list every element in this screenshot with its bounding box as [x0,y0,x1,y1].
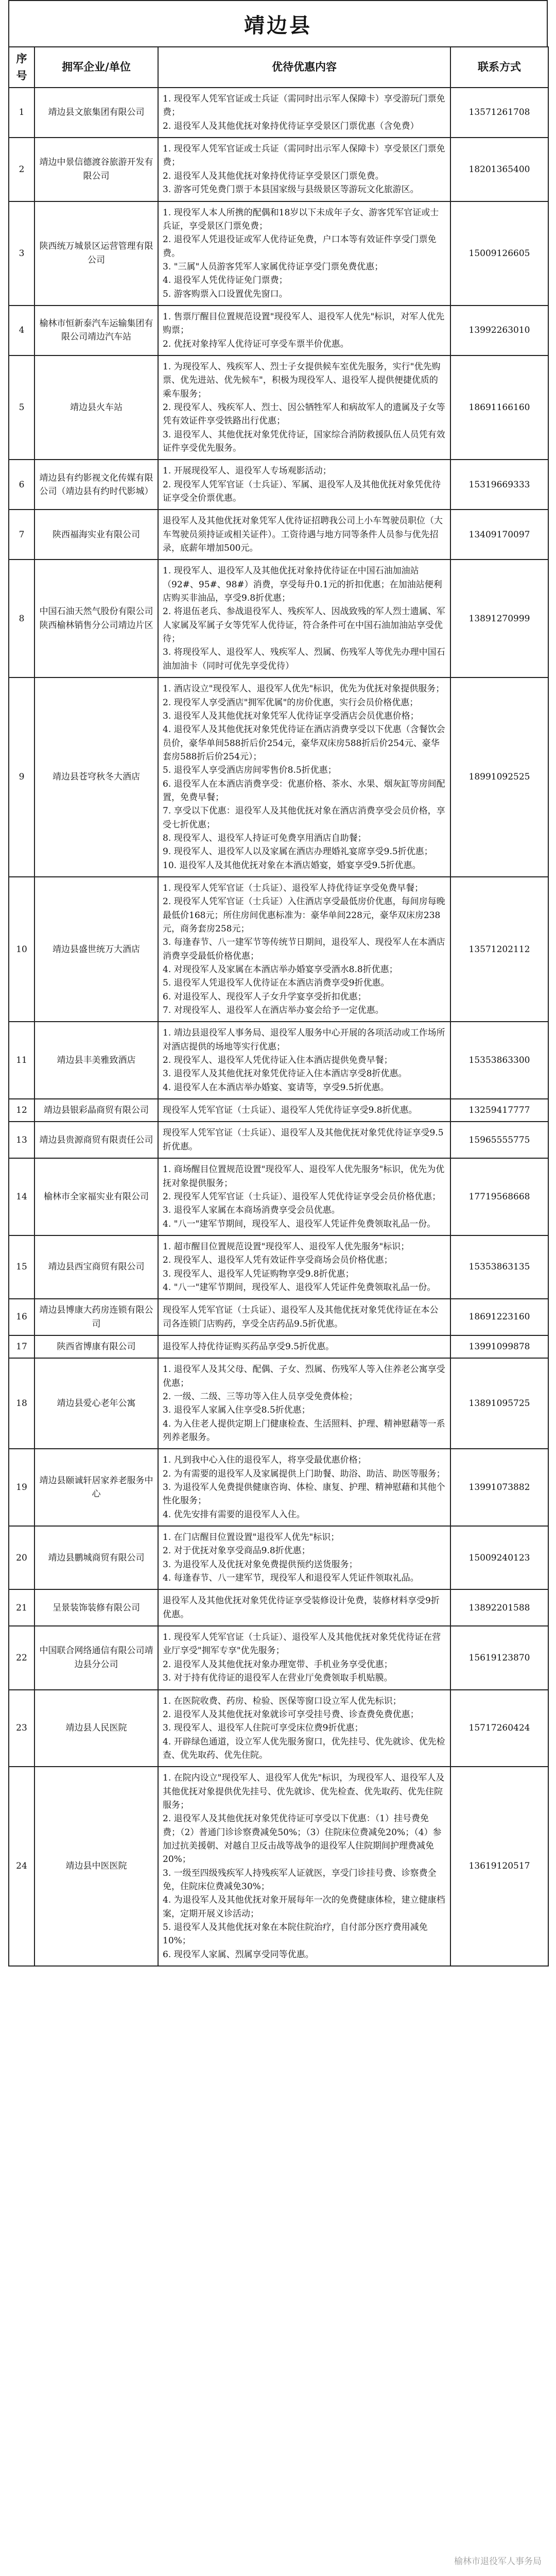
row-number: 11 [9,1022,34,1099]
row-number: 15 [9,1235,34,1299]
row-org-name: 陕西省博康有限公司 [34,1335,158,1358]
row-org-name: 靖边县丰美雅致酒店 [34,1022,158,1099]
row-benefits: 1. 售票厅醒目位置规范设置"现役军人、退役军人优先"标识，对军人优先购票； 2. 优抚对象持军人优待证可享受车票半价优惠。 [158,306,450,355]
header-content: 优待优惠内容 [158,47,450,88]
row-number: 19 [9,1449,34,1526]
row-contact-phone: 15619123870 [450,1626,548,1689]
table-row [9,1158,548,1235]
row-org-name: 靖边县银彩晶商贸有限公司 [34,1099,158,1122]
row-number: 4 [9,306,34,355]
row-number: 12 [9,1099,34,1122]
row-contact-phone: 13571202112 [450,877,548,1022]
page-title: 靖边县 [8,0,548,46]
row-org-name: 靖边县博康大药房连锁有限公司 [34,1299,158,1335]
row-number: 16 [9,1299,34,1335]
row-contact-phone: 18991092525 [450,677,548,877]
row-benefits: 1. 凡到我中心入住的退役军人，将享受最优惠价格； 2. 为有需要的退役军人及家属提供上门助餐、助浴、助洁、助医等服务； 3. 为退役军人免费提供健康咨询、体检、康复、护理、精神慰藉和其他个性化服务； 4. 优先安排有需要的退役军人入住。 [158,1449,450,1526]
row-contact-phone: 13619120517 [450,1767,548,1966]
row-org-name: 陕西福海实业有限公司 [34,510,158,560]
table-row [9,201,548,306]
row-org-name: 靖边县贵源商贸有限责任公司 [34,1122,158,1158]
row-org-name: 靖边县火车站 [34,355,158,460]
row-org-name: 呈景装饰装修有限公司 [34,1589,158,1626]
table-row [9,460,548,510]
table-row [9,1299,548,1335]
table-row [9,877,548,1022]
header-no: 序号 [9,47,34,88]
row-benefits: 1. 商场醒目位置规范设置"现役军人、退役军人优先服务"标识，优先为优抚对象提供服务； 2. 现役军人凭军官证（士兵证）、退役军人凭优待证享受会员价格优惠； 3. 退役军人家属在本商场消费享受会员优惠。 4. "八一"建军节期间，现役军人、退役军人凭证件免费领取礼品一份。 [158,1158,450,1235]
row-contact-phone: 13891095725 [450,1358,548,1449]
row-benefits: 1. 在医院收费、药房、检验、医保等窗口设立军人优先标识； 2. 退役军人及其他优抚对象就诊可享受挂号费、诊查费免费优惠； 3. 现役军人、退役军人住院可享受床位费9折优惠； 4. 开辟绿色通道，设立军人优先服务窗口，优先挂号、优先就诊、优先检查、优先取药、优先住院。 [158,1690,450,1767]
header-org: 拥军企业/单位 [34,47,158,88]
row-number: 18 [9,1358,34,1449]
row-contact-phone: 15353863300 [450,1022,548,1099]
row-benefits: 现役军人凭军官证（士兵证）、退役军人凭优待证享受9.8折优惠。 [158,1099,450,1122]
row-benefits: 退役军人持优待证购买药品享受9.5折优惠。 [158,1335,450,1358]
row-number: 9 [9,677,34,877]
table-row [9,1022,548,1099]
row-benefits: 1. 超市醒目位置规范设置"现役军人、退役军人优先服务"标识； 2. 现役军人、退役军人凭有效证件享受商场会员价格优惠； 3. 现役军人、退役军人凭证购物享受9.8折优惠； 4. "八一"建军节期间，现役军人、退役军人凭证件免费领取礼品一份。 [158,1235,450,1299]
table-row [9,677,548,877]
row-number: 1 [9,88,34,138]
row-org-name: 中国联合网络通信有限公司靖边县分公司 [34,1626,158,1689]
table-row [9,306,548,355]
table-row [9,1122,548,1158]
row-number: 7 [9,510,34,560]
row-benefits: 现役军人凭军官证（士兵证）、退役军人及其他优抚对象凭优待证在本公司各连锁门店购药，享受全店药品9.5折优惠。 [158,1299,450,1335]
table-row [9,560,548,677]
table-row [9,355,548,460]
row-number: 17 [9,1335,34,1358]
row-number: 13 [9,1122,34,1158]
row-org-name: 陕西统万城景区运营管理有限公司 [34,201,158,306]
table-row [9,1235,548,1299]
row-contact-phone: 18201365400 [450,138,548,201]
row-benefits: 1. 退役军人及其父母、配偶、子女、烈属、伤残军人等入住养老公寓享受优惠； 2. 一级、二级、三等功等入住人员享受免费体检； 3. 退役军人家属入住享受8.5折优惠； 4. 为入住老人提供定期上门健康检查、生活照料、护理、精神慰藉等一系列养老服务。 [158,1358,450,1449]
table-row [9,138,548,201]
row-number: 6 [9,460,34,510]
row-number: 20 [9,1526,34,1589]
row-org-name: 靖边县文旅集团有限公司 [34,88,158,138]
header-contact: 联系方式 [450,47,548,88]
row-number: 8 [9,560,34,677]
row-contact-phone: 13892201588 [450,1589,548,1626]
row-benefits: 1. 靖边县退役军人事务局、退役军人服务中心开展的各项活动或工作场所对酒店提供的场地等实行优惠； 2. 现役军人、退役军人凭优待证入住本酒店提供免费早餐； 3. 退役军人及其他优抚对象凭优待证入住本酒店享受8折优惠。 4. 退役军人在本酒店举办婚宴、宴请等，享受9.5折优惠。 [158,1022,450,1099]
row-number: 3 [9,201,34,306]
row-org-name: 榆林市全家福实业有限公司 [34,1158,158,1235]
row-org-name: 靖边县中医医院 [34,1767,158,1966]
row-contact-phone: 15717260424 [450,1690,548,1767]
row-contact-phone: 18691223160 [450,1299,548,1335]
row-org-name: 靖边县颐诚轩居家养老服务中心 [34,1449,158,1526]
row-number: 23 [9,1690,34,1767]
table-row [9,1335,548,1358]
table-header-row [9,47,548,88]
row-number: 21 [9,1589,34,1626]
row-benefits: 1. 现役军人凭军官证（士兵证）、退役军人及其他优抚对象凭优待证在营业厅享受"拥军专享"优先服务； 2. 退役军人及其他优抚对象办理宽带、手机业务享受优惠； 3. 对于持有优待证的退役军人在营业厅免费领取手机贴膜。 [158,1626,450,1689]
table-body [9,88,548,1966]
row-number: 22 [9,1626,34,1689]
table-row [9,88,548,138]
row-contact-phone: 15965555775 [450,1122,548,1158]
watermark: 榆林市退役军人事务局 [454,2556,542,2567]
row-org-name: 靖边县苍穹秋冬大酒店 [34,677,158,877]
row-contact-phone: 13571261708 [450,88,548,138]
row-contact-phone: 13409170097 [450,510,548,560]
benefits-table [8,46,549,1967]
table-row [9,1626,548,1689]
row-contact-phone: 17719568668 [450,1158,548,1235]
table-row [9,1526,548,1589]
row-org-name: 榆林市恒新泰汽车运输集团有限公司靖边汽车站 [34,306,158,355]
row-benefits: 1. 现役军人本人所携的配偶和18岁以下未成年子女、游客凭军官证或士兵证，享受景区门票免费； 2. 退役军人凭退役证或军人优待证免费，户口本等有效证件享受门票免费。 3. "三属"人员游客凭军人家属优待证享受门票免费优惠； 4. 退役军人凭优待证免门票费； 5. 游客购票入口设置优先窗口。 [158,201,450,306]
row-benefits: 1. 现役军人、退役军人及其他优抚对象持优待证在中国石油加油站（92#、95#、98#）消费，享受每升0.1元的折扣优惠；在加油站便利店购买非油品，享受9.8折优惠； 2. 将退伍老兵、参战退役军人、残疾军人、因战致残的军人烈士遗属、军人家属及军属子女等凭军人优待证，符合条件可在中国石油加油站享受优待； 3. 将现役军人、退役军人、残疾军人、烈属、伤残军人等优先办理中国石油加油卡（同时可优先享受优待） [158,560,450,677]
table-row [9,1767,548,1966]
table-row [9,1589,548,1626]
table-row [9,1358,548,1449]
row-contact-phone: 13991073882 [450,1449,548,1526]
row-contact-phone: 13259417777 [450,1099,548,1122]
row-org-name: 靖边县人民医院 [34,1690,158,1767]
row-number: 5 [9,355,34,460]
row-org-name: 靖边县盛世统万大酒店 [34,877,158,1022]
row-org-name: 靖边中景信德渡谷旅游开发有限公司 [34,138,158,201]
row-contact-phone: 15319669333 [450,460,548,510]
table-row [9,1099,548,1122]
document-page [8,0,548,1967]
row-contact-phone: 13992263010 [450,306,548,355]
row-benefits: 1. 现役军人凭军官证（士兵证）、退役军人持优待证享受免费早餐； 2. 现役军人凭军官证（士兵证）入住酒店享受最低房价优惠，每间房每晚最低价168元；所住房间优惠标准为：豪华单间228元，豪华双床房238元，商务套房258元； 3. 每逢春节、八一建军节等传统节日期间，退役军人、现役军人在本酒店消费享受最低价格优惠； 4. 对现役军人及家属在本酒店举办婚宴享受酒水8.8折优惠； 5. 退役军人凭退役军人优待证在本酒店消费享受9折优惠。 6. 对退役军人、现役军人子女升学宴享受折扣优惠； 7. 对现役军人、退役军人在酒店举办宴会给予一定优惠。 [158,877,450,1022]
row-benefits: 1. 现役军人凭军官证或士兵证（需同时出示军人保障卡）享受游玩门票免费； 2. 退役军人及其他优抚对象持优待证享受景区门票优惠（含免费） [158,88,450,138]
row-number: 24 [9,1767,34,1966]
row-org-name: 中国石油天然气股份有限公司陕西榆林销售分公司靖边片区 [34,560,158,677]
row-contact-phone: 15009126605 [450,201,548,306]
row-org-name: 靖边县有约影视文化传媒有限公司（靖边县有约时代影城） [34,460,158,510]
row-benefits: 1. 在院内设立"现役军人、退役军人优先"标识，为现役军人、退役军人及其他优抚对象提供优先挂号、优先就诊、优先检查、优先取药、优先住院服务； 2. 退役军人及其他优抚对象凭优待证可享受以下优惠：（1）挂号费免费；（2）普通门诊诊察费减免50%；（3）住院床位费减免20%；（4）参加过抗美援朝、对越自卫反击战等战争的退役军人住院期间护理费减免20%； 3. 一级至四级残疾军人持残疾军人证就医，享受门诊挂号费、诊察费全免，住院床位费减免30%； 4. 为退役军人及其他优抚对象开展每年一次的免费健康体检，建立健康档案，定期开展义诊活动； 5. 退役军人及其他优抚对象在本院住院治疗，自付部分医疗费用减免10%； 6. 现役军人家属、烈属享受同等优惠。 [158,1767,450,1966]
row-org-name: 靖边县西宝商贸有限公司 [34,1235,158,1299]
table-row [9,1690,548,1767]
row-benefits: 1. 开展现役军人、退役军人专场观影活动； 2. 现役军人凭军官证（士兵证）、军属、退役军人及其他优抚对象凭优待证享受全价票优惠。 [158,460,450,510]
row-benefits: 1. 现役军人凭军官证或士兵证（需同时出示军人保障卡）享受景区门票免费； 2. 退役军人及其他优抚对象持优待证享受景区门票免费。 3. 游客可凭免费门票于本县国家级与县级景区等游玩文化旅游区。 [158,138,450,201]
row-benefits: 退役军人及其他优抚对象凭军人优待证招聘我公司上小车驾驶员职位（大车驾驶员须持证或相关证件）。工资待遇与地方同等条件人员参与优先招录，底薪年增加500元。 [158,510,450,560]
row-contact-phone: 15353863135 [450,1235,548,1299]
row-benefits: 现役军人凭军官证（士兵证）、退役军人及其他优抚对象凭优待证享受9.5折优惠。 [158,1122,450,1158]
table-row [9,1449,548,1526]
row-benefits: 退役军人及其他优抚对象凭优待证享受装修设计免费，装修材料享受9折优惠。 [158,1589,450,1626]
row-contact-phone: 18691166160 [450,355,548,460]
row-contact-phone: 15009240123 [450,1526,548,1589]
table-row [9,510,548,560]
row-benefits: 1. 酒店设立"现役军人、退役军人优先"标识，优先为优抚对象提供服务； 2. 现役军人享受酒店"拥军优属"的房价优惠，实行会员价格优惠； 3. 退役军人及其他优抚对象凭军人优待证享受酒店会员优惠价格； 4. 退役军人及其他优抚对象凭优待证在酒店消费享受以下优惠（含餐饮会员价，豪华单间588折后价254元，豪华双床房588折后价254元、豪华套房588折后价254元）； 5. 退役军人享受酒店房间零售价8.5折优惠； 6. 退役军人在本酒店消费享受：优惠价格、茶水、水果、烟灰缸等房间配置，免费早餐； 7. 享受以下优惠：退役军人及其他优抚对象在酒店消费享受会员价格，享受七折优惠； 8. 现役军人、退役军人持证可免费享用酒店自助餐； 9. 现役军人、退役军人以及家属在酒店办理婚礼宴席享受9.5折优惠； 10. 退役军人及其他优抚对象在本酒店婚宴，婚宴享受9.5折优惠。 [158,677,450,877]
row-contact-phone: 13891270999 [450,560,548,677]
row-org-name: 靖边县鹏城商贸有限公司 [34,1526,158,1589]
row-org-name: 靖边县爱心老年公寓 [34,1358,158,1449]
row-number: 14 [9,1158,34,1235]
row-number: 10 [9,877,34,1022]
row-benefits: 1. 为现役军人、残疾军人、烈士子女提供候车室优先服务，实行"优先购票、优先进站、优先候车"，积极为现役军人、退役军人提供便捷优质的乘车服务； 2. 现役军人、残疾军人、烈士、因公牺牲军人和病故军人的遗属及子女等凭有效证件享受铁路出行优惠； 3. 退役军人、其他优抚对象凭优待证，国家综合消防救援队伍人员凭有效证件享受优先服务。 [158,355,450,460]
row-contact-phone: 13991099878 [450,1335,548,1358]
row-benefits: 1. 在门店醒目位置设置"退役军人优先"标识； 2. 对于优抚对象享受商品9.8折优惠； 3. 为退役军人及优抚对象免费提供预约送货服务； 4. 每逢春节、八一建军节，现役军人和退役军人凭证件领取礼品。 [158,1526,450,1589]
row-number: 2 [9,138,34,201]
